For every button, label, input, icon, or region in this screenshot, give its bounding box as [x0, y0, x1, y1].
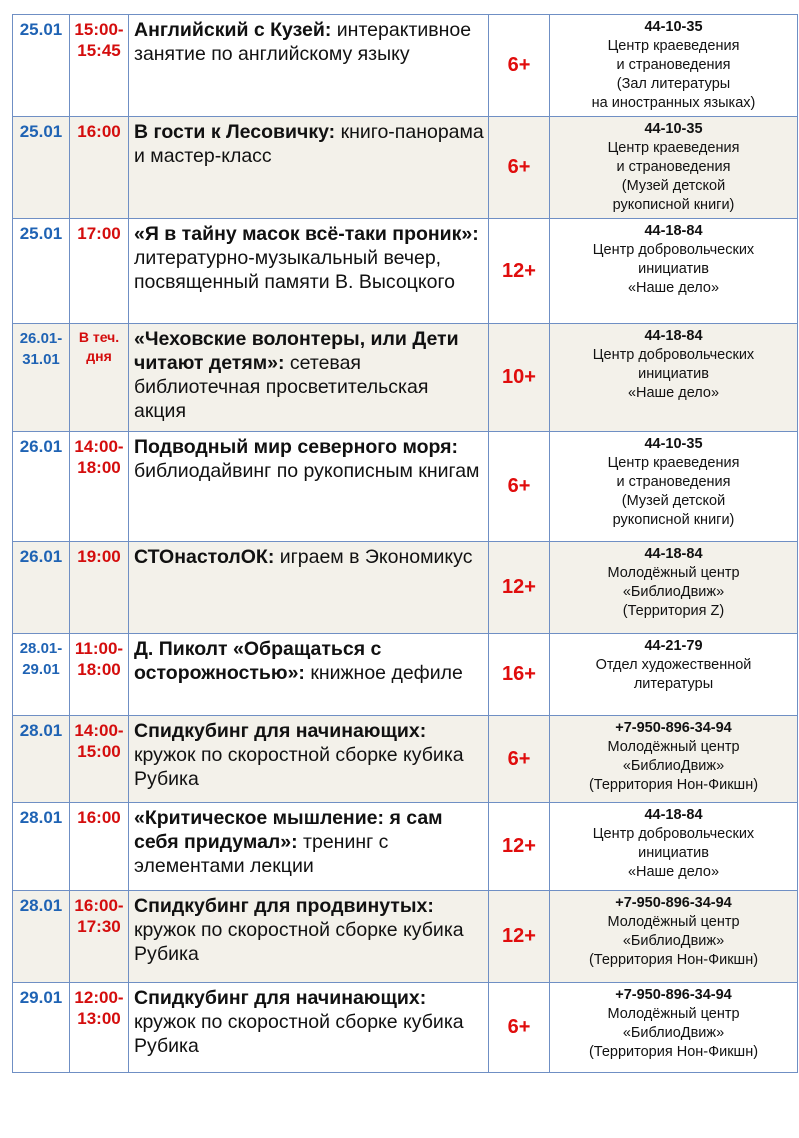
- venue-line: «БиблиоДвиж»: [622, 584, 725, 600]
- time-line: 17:00: [77, 224, 121, 243]
- time-line: 18:00: [77, 458, 121, 477]
- event-title: Английский с Кузей:: [134, 19, 332, 41]
- event-desc: сетевая библиотечная просветительская акция: [134, 352, 429, 422]
- event-time: [70, 983, 129, 1073]
- event-desc: книго-панорама и мастер-класс: [134, 121, 484, 167]
- age-rating: 12+: [489, 891, 550, 983]
- event-desc: кружок по скоростной сборке кубика Рубика: [134, 1011, 464, 1057]
- time-line: 19:00: [77, 547, 121, 566]
- table-row: [13, 15, 798, 117]
- event-venue: [550, 432, 798, 542]
- event-venue: [550, 117, 798, 219]
- event-title: В гости к Лесовичку:: [134, 121, 336, 143]
- event-description: [129, 219, 489, 324]
- venue-line: и страноведения: [616, 57, 731, 73]
- event-date: [13, 634, 70, 716]
- venue-line: инициатив: [638, 261, 709, 277]
- event-description: [129, 803, 489, 891]
- date-line: 28.01-: [19, 640, 63, 657]
- venue-line: рукописной книги): [612, 197, 735, 213]
- age-rating: 6+: [489, 716, 550, 803]
- event-venue: [550, 803, 798, 891]
- venue-phone: 44-10-35: [644, 19, 703, 35]
- age-rating: 12+: [489, 219, 550, 324]
- time-line: 16:00-: [74, 896, 124, 915]
- event-date: [13, 117, 70, 219]
- table-row: [13, 891, 798, 983]
- table-row: [13, 432, 798, 542]
- date-line: 25.01: [19, 122, 63, 141]
- venue-line: «БиблиоДвиж»: [622, 933, 725, 949]
- event-date: [13, 891, 70, 983]
- table-row: [13, 983, 798, 1073]
- event-desc: библиодайвинг по рукописным книгам: [134, 460, 480, 482]
- time-line: 15:45: [77, 41, 121, 60]
- event-venue: [550, 15, 798, 117]
- venue-line: Молодёжный центр: [607, 739, 740, 755]
- event-title: Спидкубинг для начинающих:: [134, 987, 427, 1009]
- venue-line: Центр добровольческих: [592, 242, 755, 258]
- event-time: [70, 117, 129, 219]
- event-venue: [550, 891, 798, 983]
- event-venue: [550, 634, 798, 716]
- event-time: [70, 891, 129, 983]
- event-description: [129, 15, 489, 117]
- age-rating: 6+: [489, 432, 550, 542]
- date-line: 29.01: [19, 988, 63, 1007]
- age-rating: 16+: [489, 634, 550, 716]
- event-desc: играем в Экономикус: [274, 546, 473, 568]
- venue-line: Отдел художественной: [595, 657, 752, 673]
- venue-line: Центр краеведения: [607, 38, 740, 54]
- event-time: [70, 432, 129, 542]
- venue-line: (Музей детской: [621, 178, 726, 194]
- event-description: [129, 117, 489, 219]
- venue-line: «БиблиоДвиж»: [622, 1025, 725, 1041]
- date-line: 31.01: [22, 351, 60, 368]
- date-line: 28.01: [19, 721, 63, 740]
- events-table: [12, 14, 798, 1073]
- age-rating: 6+: [489, 983, 550, 1073]
- venue-phone: 44-21-79: [644, 638, 703, 654]
- age-rating: 6+: [489, 15, 550, 117]
- event-description: [129, 891, 489, 983]
- venue-line: инициатив: [638, 845, 709, 861]
- table-row: [13, 634, 798, 716]
- date-line: 28.01: [19, 808, 63, 827]
- event-time: [70, 542, 129, 634]
- events-table-body: [13, 15, 798, 1073]
- venue-line: (Территория Z): [622, 603, 725, 619]
- table-row: [13, 542, 798, 634]
- event-title: Подводный мир северного моря:: [134, 436, 459, 458]
- venue-line: и страноведения: [616, 474, 731, 490]
- age-rating: 12+: [489, 803, 550, 891]
- time-line: 17:30: [77, 917, 121, 936]
- time-line: 13:00: [77, 1009, 121, 1028]
- venue-line: литературы: [633, 676, 714, 692]
- event-description: [129, 432, 489, 542]
- time-line: В теч.: [78, 329, 120, 345]
- venue-line: инициатив: [638, 366, 709, 382]
- age-rating: 6+: [489, 117, 550, 219]
- date-line: 28.01: [19, 896, 63, 915]
- event-date: [13, 15, 70, 117]
- table-row: [13, 324, 798, 432]
- event-date: [13, 432, 70, 542]
- venue-line: (Территория Нон-Фикшн): [588, 777, 759, 793]
- event-desc: книжное дефиле: [304, 662, 463, 684]
- venue-line: на иностранных языках): [591, 95, 756, 111]
- age-rating: 10+: [489, 324, 550, 432]
- event-date: [13, 324, 70, 432]
- age-rating: 12+: [489, 542, 550, 634]
- event-date: [13, 219, 70, 324]
- event-title: Спидкубинг для продвинутых:: [134, 895, 434, 917]
- venue-phone: 44-18-84: [644, 328, 703, 344]
- venue-line: «Наше дело»: [627, 385, 720, 401]
- venue-line: и страноведения: [616, 159, 731, 175]
- time-line: 18:00: [77, 660, 121, 679]
- event-desc: кружок по скоростной сборке кубика Рубика: [134, 744, 464, 790]
- venue-line: Центр добровольческих: [592, 347, 755, 363]
- venue-phone: +7-950-896-34-94: [615, 895, 732, 911]
- event-time: [70, 634, 129, 716]
- venue-line: рукописной книги): [612, 512, 735, 528]
- venue-line: Молодёжный центр: [607, 1006, 740, 1022]
- event-date: [13, 542, 70, 634]
- venue-phone: 44-10-35: [644, 436, 703, 452]
- time-line: 15:00: [77, 742, 121, 761]
- event-venue: [550, 716, 798, 803]
- event-time: [70, 324, 129, 432]
- venue-line: Центр добровольческих: [592, 826, 755, 842]
- date-line: 26.01: [19, 547, 63, 566]
- venue-line: (Территория Нон-Фикшн): [588, 1044, 759, 1060]
- venue-line: Центр краеведения: [607, 455, 740, 471]
- time-line: 11:00-: [74, 639, 124, 658]
- event-time: [70, 15, 129, 117]
- venue-phone: +7-950-896-34-94: [615, 987, 732, 1003]
- venue-phone: 44-18-84: [644, 223, 703, 239]
- time-line: 12:00-: [74, 988, 124, 1007]
- venue-phone: +7-950-896-34-94: [615, 720, 732, 736]
- date-line: 26.01-: [19, 330, 63, 347]
- venue-line: «Наше дело»: [627, 864, 720, 880]
- venue-line: (Территория Нон-Фикшн): [588, 952, 759, 968]
- event-description: [129, 716, 489, 803]
- date-line: 26.01: [19, 437, 63, 456]
- event-desc: литературно-музыкальный вечер, посвященный памяти В. Высоцкого: [134, 247, 455, 293]
- table-row: [13, 716, 798, 803]
- event-desc: кружок по скоростной сборке кубика Рубика: [134, 919, 464, 965]
- date-line: 25.01: [19, 224, 63, 243]
- venue-phone: 44-18-84: [644, 546, 703, 562]
- venue-line: Центр краеведения: [607, 140, 740, 156]
- venue-line: «БиблиоДвиж»: [622, 758, 725, 774]
- venue-line: (Музей детской: [621, 493, 726, 509]
- event-venue: [550, 983, 798, 1073]
- time-line: 14:00-: [74, 721, 124, 740]
- event-description: [129, 634, 489, 716]
- schedule-sheet: [12, 14, 783, 1124]
- event-description: [129, 324, 489, 432]
- event-time: [70, 803, 129, 891]
- time-line: 16:00: [77, 122, 121, 141]
- venue-line: Молодёжный центр: [607, 565, 740, 581]
- venue-phone: 44-10-35: [644, 121, 703, 137]
- table-row: [13, 803, 798, 891]
- venue-line: «Наше дело»: [627, 280, 720, 296]
- event-date: [13, 716, 70, 803]
- event-description: [129, 983, 489, 1073]
- date-line: 29.01: [22, 661, 60, 678]
- venue-line: (Зал литературы: [616, 76, 731, 92]
- event-description: [129, 542, 489, 634]
- event-title: Спидкубинг для начинающих:: [134, 720, 427, 742]
- event-title: «Чеховские волонтеры, или Дети читают детям»:: [134, 328, 459, 374]
- time-line: дня: [86, 348, 112, 364]
- event-venue: [550, 542, 798, 634]
- table-row: [13, 117, 798, 219]
- event-desc: интерактивное занятие по английскому языку: [134, 19, 472, 65]
- event-venue: [550, 324, 798, 432]
- event-title: «Я в тайну масок всё-таки проник»:: [134, 223, 479, 245]
- event-date: [13, 803, 70, 891]
- event-desc: тренинг с элементами лекции: [134, 831, 389, 877]
- time-line: 14:00-: [74, 437, 124, 456]
- date-line: 25.01: [19, 20, 63, 39]
- venue-line: Молодёжный центр: [607, 914, 740, 930]
- time-line: 16:00: [77, 808, 121, 827]
- venue-phone: 44-18-84: [644, 807, 703, 823]
- event-title: Д. Пиколт «Обращаться с осторожностью»:: [134, 638, 382, 684]
- time-line: 15:00-: [74, 20, 124, 39]
- event-title: «Критическое мышление: я сам себя придумал»:: [134, 807, 443, 853]
- event-time: [70, 219, 129, 324]
- event-date: [13, 983, 70, 1073]
- event-time: [70, 716, 129, 803]
- event-title: СТОнастолОК:: [134, 546, 275, 568]
- event-venue: [550, 219, 798, 324]
- table-row: [13, 219, 798, 324]
